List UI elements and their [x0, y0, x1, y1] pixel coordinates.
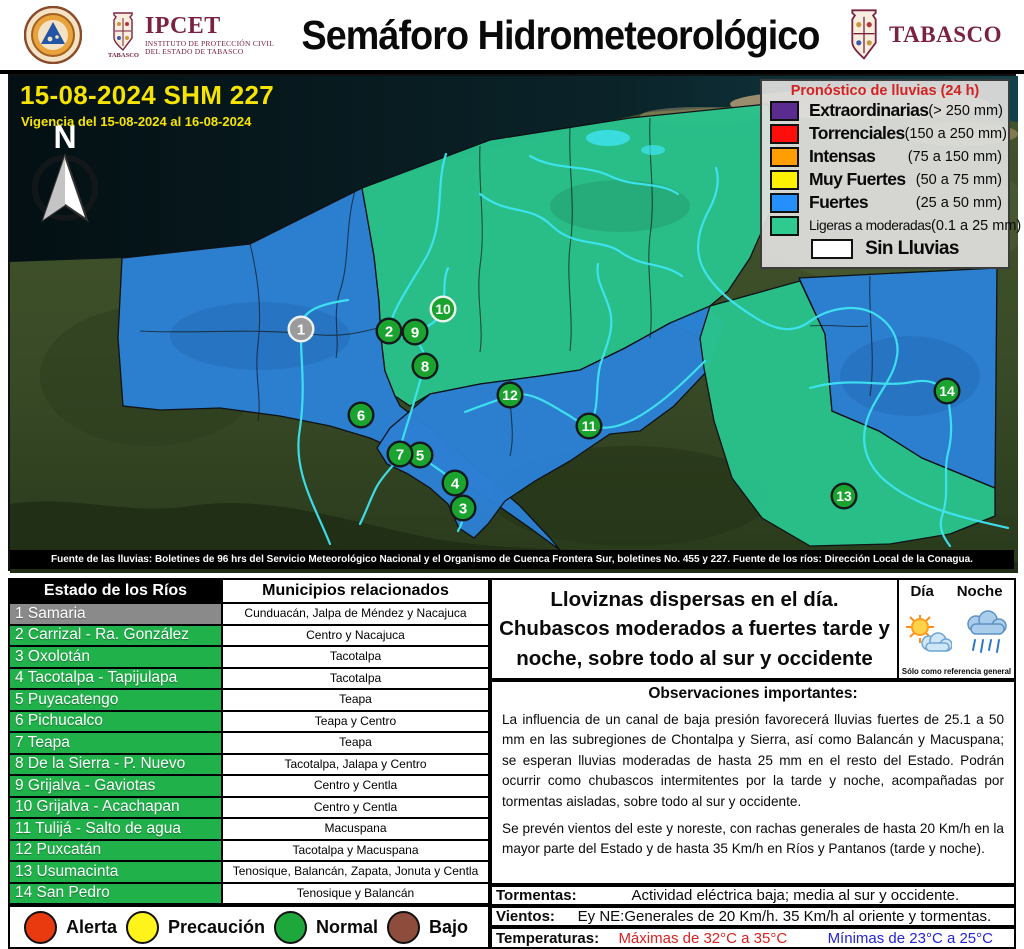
rain-legend-item [762, 237, 1008, 260]
storms-value: Actividad eléctrica baja; media al sur y occidente. [631, 887, 960, 904]
tabasco-logo [847, 9, 1002, 61]
rain-legend-title: Pronóstico de lluvias (24 h) [790, 83, 980, 99]
status-label: Alerta [66, 916, 118, 937]
river-name-cell: 14 San Pedro [10, 884, 223, 904]
river-station-number: 1 [296, 321, 306, 339]
legend-item-label: Torrenciales [809, 123, 905, 143]
observations-box [490, 680, 1016, 885]
municipios-cell: Tacotalpa [329, 649, 382, 664]
storms-row [490, 885, 1016, 906]
rivers-table-header [10, 580, 488, 604]
status-label: Normal [315, 916, 378, 937]
legend-item-label: Muy Fuertes [809, 169, 906, 189]
night-label: Noche [956, 583, 1003, 600]
rain-map [8, 74, 1022, 571]
table-row [10, 626, 488, 648]
municipios-cell: Teapa [339, 735, 372, 750]
rain-legend-item [762, 145, 1008, 168]
river-name-cell: 12 Puxcatán [10, 841, 223, 861]
table-row [10, 647, 488, 669]
observations-paragraph-1: La influencia de un canal de baja presión favorecerá lluvias fuertes de 25.1 a 50 mm en las subregiones de Chontalpa y Sierra, así como Balancán y Macuspana; se esperan lluvias moderadas de hasta 25 mm en el resto del Estado. Podrán ocurrir como chubascos intermitentes por la tarde y noche, acompañadas por tormentas aisladas, sobre todo al sur y occidente. [502, 712, 1004, 809]
river-name-cell: 2 Carrizal - Ra. González [10, 626, 223, 646]
municipios-cell: Tenosique y Balancán [296, 885, 415, 900]
river-station-number: 6 [356, 407, 366, 425]
rain-cloud-icon [963, 610, 1009, 658]
river-name-cell: 5 Puyacatengo [10, 690, 223, 710]
ipcet-crest-label: TABASCO [108, 51, 139, 59]
status-label: Bajo [428, 916, 468, 937]
page-title: Semáforo Hidrometeorológico [301, 11, 820, 58]
legend-item-range: (> 250 mm) [928, 102, 1003, 119]
table-row [10, 690, 488, 712]
temperature-min: Mínimas de 23°C a 25°C [827, 929, 993, 947]
header [0, 0, 1024, 70]
bulletin-validity: Vigencia del 15-08-2024 al 16-08-2024 [21, 114, 252, 129]
river-station-number: 2 [384, 323, 394, 341]
municipios-cell: Centro y Centla [313, 799, 398, 814]
day-label: Día [910, 583, 934, 600]
river-station-number: 9 [410, 324, 420, 342]
legend-item-label: Intensas [809, 146, 876, 166]
legend-color-swatch [811, 239, 853, 259]
tabasco-crest-icon [847, 9, 881, 61]
river-name-cell: 1 Samaria [10, 604, 223, 624]
day-night-box [897, 578, 1016, 680]
winds-row [490, 906, 1016, 927]
forecast-headline: Lloviznas dispersas en el día. Chubascos moderados a fuertes tarde y noche, sobre todo al sur y occidente [490, 578, 899, 680]
municipios-cell: Tacotalpa, Jalapa y Centro [284, 756, 427, 771]
status-legend-item [387, 911, 468, 944]
observations-paragraph-2: Se prevén vientos del este y noreste, con rachas generales de hasta 20 Km/h en la mayor parte del Estado y de hasta 35 Km/h en Ríos y Pantanos (tarde y noche). [502, 820, 1004, 857]
legend-item-range: (25 a 50 mm) [915, 194, 1002, 211]
river-name-cell: 10 Grijalva - Acachapan [10, 798, 223, 818]
legend-item-label: Extraordinarias [809, 100, 929, 120]
river-station-number: 7 [395, 446, 405, 464]
river-station-number: 13 [836, 488, 852, 505]
river-station-number: 4 [450, 475, 460, 493]
status-color-dot [274, 911, 307, 944]
river-station-number: 12 [502, 387, 518, 404]
map-source-note: Fuente de las lluvias: Boletines de 96 hrs del Servicio Meteorológico Nacional y el Organismo de Cuenca Frontera Sur, boletines No. 455 y 227. Fuente de los ríos: Dirección Local de la Conagua. [10, 550, 1014, 569]
legend-color-swatch [770, 193, 799, 213]
bulletin-id: 15-08-2024 SHM 227 [20, 80, 274, 110]
river-name-cell: 9 Grijalva - Gaviotas [10, 776, 223, 796]
rivers-table [8, 578, 490, 905]
river-station-number: 11 [581, 418, 597, 435]
ipcet-acronym: IPCET [144, 13, 221, 40]
river-station-number: 10 [435, 301, 451, 318]
river-name-cell: 7 Teapa [10, 733, 223, 753]
municipios-cell: Macuspana [324, 821, 387, 836]
river-name-cell: 3 Oxolotán [10, 647, 223, 667]
col-header-rios: Estado de los Ríos [10, 580, 223, 602]
table-row [10, 841, 488, 863]
municipios-cell: Centro y Nacajuca [306, 627, 405, 642]
tabasco-crest-icon [110, 12, 136, 52]
rain-legend-item [762, 214, 1022, 237]
legend-item-range: (50 a 75 mm) [915, 171, 1002, 188]
river-name-cell: 8 De la Sierra - P. Nuevo [10, 755, 223, 775]
municipios-cell: Tenosique, Balancán, Zapata, Jonuta y Centla [232, 864, 479, 879]
status-color-dot [24, 911, 57, 944]
legend-color-swatch [770, 101, 799, 121]
winds-value: Ey NE:Generales de 20 Km/h. 35 Km/h al oriente y tormentas. [577, 908, 992, 925]
temperatures-row [490, 927, 1016, 949]
river-name-cell: 13 Usumacinta [10, 862, 223, 882]
tabasco-wordmark: TABASCO [889, 22, 1002, 47]
rivers-table-body [10, 604, 488, 903]
rain-legend-item [762, 191, 1008, 214]
table-row [10, 733, 488, 755]
status-legend [8, 905, 490, 949]
status-label: Precaución [167, 916, 266, 937]
municipios-cell: Centro y Centla [313, 778, 398, 793]
river-station-number: 3 [458, 500, 468, 518]
municipios-cell: Tacotalpa y Macuspana [292, 842, 419, 857]
table-row [10, 862, 488, 884]
table-row [10, 776, 488, 798]
winds-label: Vientos: [496, 908, 555, 925]
table-row [10, 798, 488, 820]
table-row [10, 669, 488, 691]
legend-item-range: (150 a 250 mm) [904, 125, 1007, 142]
legend-item-range: (75 a 150 mm) [907, 148, 1002, 165]
sun-cloud-icon [904, 613, 952, 655]
north-arrow-icon [28, 120, 102, 224]
status-legend-item [274, 911, 378, 944]
north-label: N [53, 120, 77, 155]
table-row [10, 712, 488, 734]
river-station-number: 14 [939, 383, 955, 400]
table-row [10, 884, 488, 904]
ipcet-subtitle-1: INSTITUTO DE PROTECCIÓN CIVIL [144, 38, 275, 48]
day-night-note: Sólo como referencia general [901, 667, 1012, 676]
river-station-number: 8 [420, 358, 430, 376]
municipios-cell: Teapa y Centro [314, 713, 397, 728]
table-row [10, 819, 488, 841]
municipios-cell: Cunduacán, Jalpa de Méndez y Nacajuca [244, 606, 467, 621]
temperatures-label: Temperaturas: [496, 929, 600, 947]
proteccion-civil-seal-icon [24, 6, 82, 64]
legend-item-range: (0.1 a 25 mm) [931, 217, 1022, 234]
legend-color-swatch [770, 147, 799, 167]
observations-title: Observaciones importantes: [648, 685, 858, 702]
rain-legend-item [762, 122, 1008, 145]
status-color-dot [126, 911, 159, 944]
status-color-dot [387, 911, 420, 944]
legend-item-label: Ligeras a moderadas [809, 218, 932, 233]
ipcet-subtitle-2: DEL ESTADO DE TABASCO [144, 46, 244, 56]
ipcet-logo [108, 12, 274, 59]
legend-item-label: Sin Lluvias [865, 237, 959, 259]
temperature-max: Máximas de 32°C a 35°C [618, 929, 788, 947]
river-name-cell: 11 Tulijá - Salto de agua [10, 819, 223, 839]
storms-label: Tormentas: [496, 887, 577, 904]
rain-forecast-legend [760, 79, 1022, 269]
legend-color-swatch [770, 124, 799, 144]
table-row [10, 604, 488, 626]
municipios-cell: Tacotalpa [329, 670, 382, 685]
legend-color-swatch [770, 170, 799, 190]
river-station-number: 5 [415, 447, 425, 465]
river-name-cell: 6 Pichucalco [10, 712, 223, 732]
legend-item-label: Fuertes [809, 192, 869, 212]
rain-legend-item [762, 168, 1008, 191]
col-header-municipios: Municipios relacionados [223, 580, 488, 602]
status-legend-item [126, 911, 265, 944]
municipios-cell: Teapa [339, 692, 372, 707]
rain-legend-items [762, 99, 1022, 260]
rain-legend-item [762, 99, 1008, 122]
legend-color-swatch [770, 216, 799, 236]
table-row [10, 755, 488, 777]
status-legend-item [24, 911, 117, 944]
river-name-cell: 4 Tacotalpa - Tapijulapa [10, 669, 223, 689]
